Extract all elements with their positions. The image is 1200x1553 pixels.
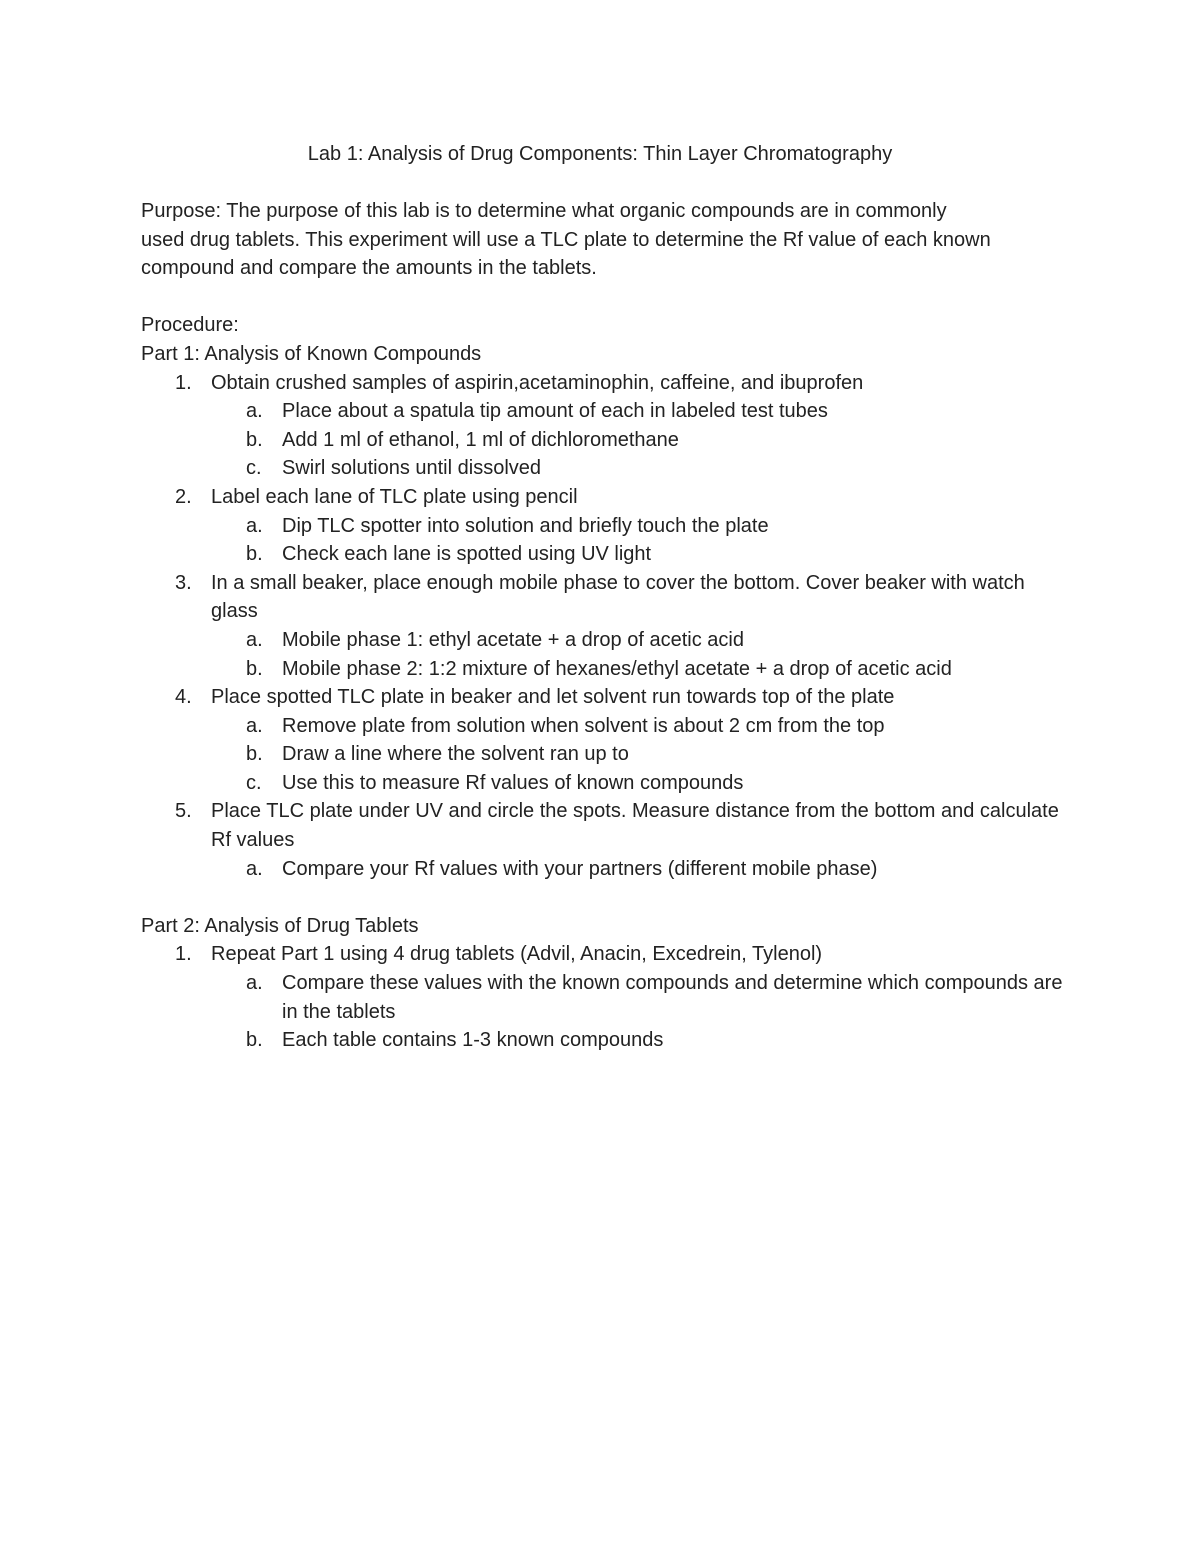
sub-list-item xyxy=(141,540,1071,569)
sub-list-item xyxy=(141,397,1071,426)
list-item-text: Label each lane of TLC plate using pencil xyxy=(211,485,578,508)
purpose-line: compound and compare the amounts in the tablets. xyxy=(141,257,597,280)
sub-list-item-text: Compare these values with the known compounds and determine which compounds are in the tablets xyxy=(282,972,1063,1023)
sub-list-item-text: Compare your Rf values with your partners (different mobile phase) xyxy=(282,857,878,880)
document-title: Lab 1: Analysis of Drug Components: Thin Layer Chromatography xyxy=(307,143,893,165)
sub-list-item xyxy=(141,426,1071,455)
list-number: 1. xyxy=(175,371,192,394)
list-letter: b. xyxy=(246,543,263,566)
sub-list-item-text: Mobile phase 1: ethyl acetate + a drop of acetic acid xyxy=(282,628,744,651)
list-number: 4. xyxy=(175,686,192,709)
list-number: 5. xyxy=(175,800,192,823)
list-letter: a. xyxy=(246,514,263,537)
list-letter: b. xyxy=(246,428,263,451)
sub-list-item-text: Dip TLC spotter into solution and briefly touch the plate xyxy=(282,514,769,537)
list-item xyxy=(141,369,1071,398)
list-letter: a. xyxy=(246,628,263,651)
list-letter: b. xyxy=(246,1029,263,1052)
sub-list-item xyxy=(141,712,1071,741)
list-item-text: In a small beaker, place enough mobile phase to cover the bottom. Cover beaker with watch glass xyxy=(211,571,1025,623)
part2-steps xyxy=(141,940,1071,1054)
list-item xyxy=(141,569,1071,626)
list-letter: c. xyxy=(246,457,262,480)
sub-list-item-text: Mobile phase 2: 1:2 mixture of hexanes/ethyl acetate + a drop of acetic acid xyxy=(282,657,952,680)
sub-list-item-text: Draw a line where the solvent ran up to xyxy=(282,743,629,766)
sub-list-item-text: Swirl solutions until dissolved xyxy=(282,457,542,480)
list-item-text: Place spotted TLC plate in beaker and let solvent run towards top of the plate xyxy=(211,686,895,709)
list-number: 3. xyxy=(175,571,192,594)
list-letter: a. xyxy=(246,857,263,880)
list-item-text: Obtain crushed samples of aspirin,acetaminophin, caffeine, and ibuprofen xyxy=(211,371,864,394)
sub-list-item-text: Each table contains 1-3 known compounds xyxy=(282,1029,664,1052)
list-number: 2. xyxy=(175,485,192,508)
sub-list-item xyxy=(141,626,1071,655)
list-item xyxy=(141,940,1071,969)
sub-list-item xyxy=(141,1026,1071,1055)
sub-list-item-text: Place about a spatula tip amount of each in labeled test tubes xyxy=(282,400,828,423)
list-number: 1. xyxy=(175,943,192,966)
purpose-paragraph xyxy=(141,197,1071,283)
sub-list-item xyxy=(141,769,1071,798)
purpose-line: Purpose: The purpose of this lab is to determine what organic compounds are in commonly xyxy=(141,200,947,222)
sub-list-item xyxy=(141,740,1071,769)
sub-list-item-text: Add 1 ml of ethanol, 1 ml of dichloromethane xyxy=(282,428,679,451)
list-letter: a. xyxy=(246,714,263,737)
list-letter: b. xyxy=(246,743,263,766)
list-item-text: Place TLC plate under UV and circle the spots. Measure distance from the bottom and calculate Rf values xyxy=(211,800,1059,852)
document-body xyxy=(141,197,1071,1055)
sub-list-item xyxy=(141,855,1071,884)
list-item xyxy=(141,797,1071,854)
procedure-heading: Procedure: xyxy=(141,314,239,337)
sub-list-item xyxy=(141,512,1071,541)
sub-list-item xyxy=(141,969,1071,1026)
sub-list-item xyxy=(141,655,1071,684)
list-letter: b. xyxy=(246,657,263,680)
part1-steps xyxy=(141,369,1071,884)
sub-list-item-text: Remove plate from solution when solvent is about 2 cm from the top xyxy=(282,714,885,737)
sub-list-item-text: Check each lane is spotted using UV light xyxy=(282,543,652,566)
part1-heading: Part 1: Analysis of Known Compounds xyxy=(141,342,482,365)
list-item xyxy=(141,683,1071,712)
list-item-text: Repeat Part 1 using 4 drug tablets (Advil, Anacin, Excedrein, Tylenol) xyxy=(211,943,823,966)
part2-heading: Part 2: Analysis of Drug Tablets xyxy=(141,914,419,937)
sub-list-item xyxy=(141,454,1071,483)
sub-list-item-text: Use this to measure Rf values of known compounds xyxy=(282,771,744,794)
list-letter: c. xyxy=(246,771,262,794)
list-item xyxy=(141,483,1071,512)
list-letter: a. xyxy=(246,400,263,423)
list-letter: a. xyxy=(246,972,263,995)
purpose-line: used drug tablets. This experiment will use a TLC plate to determine the Rf value of each known xyxy=(141,228,991,251)
